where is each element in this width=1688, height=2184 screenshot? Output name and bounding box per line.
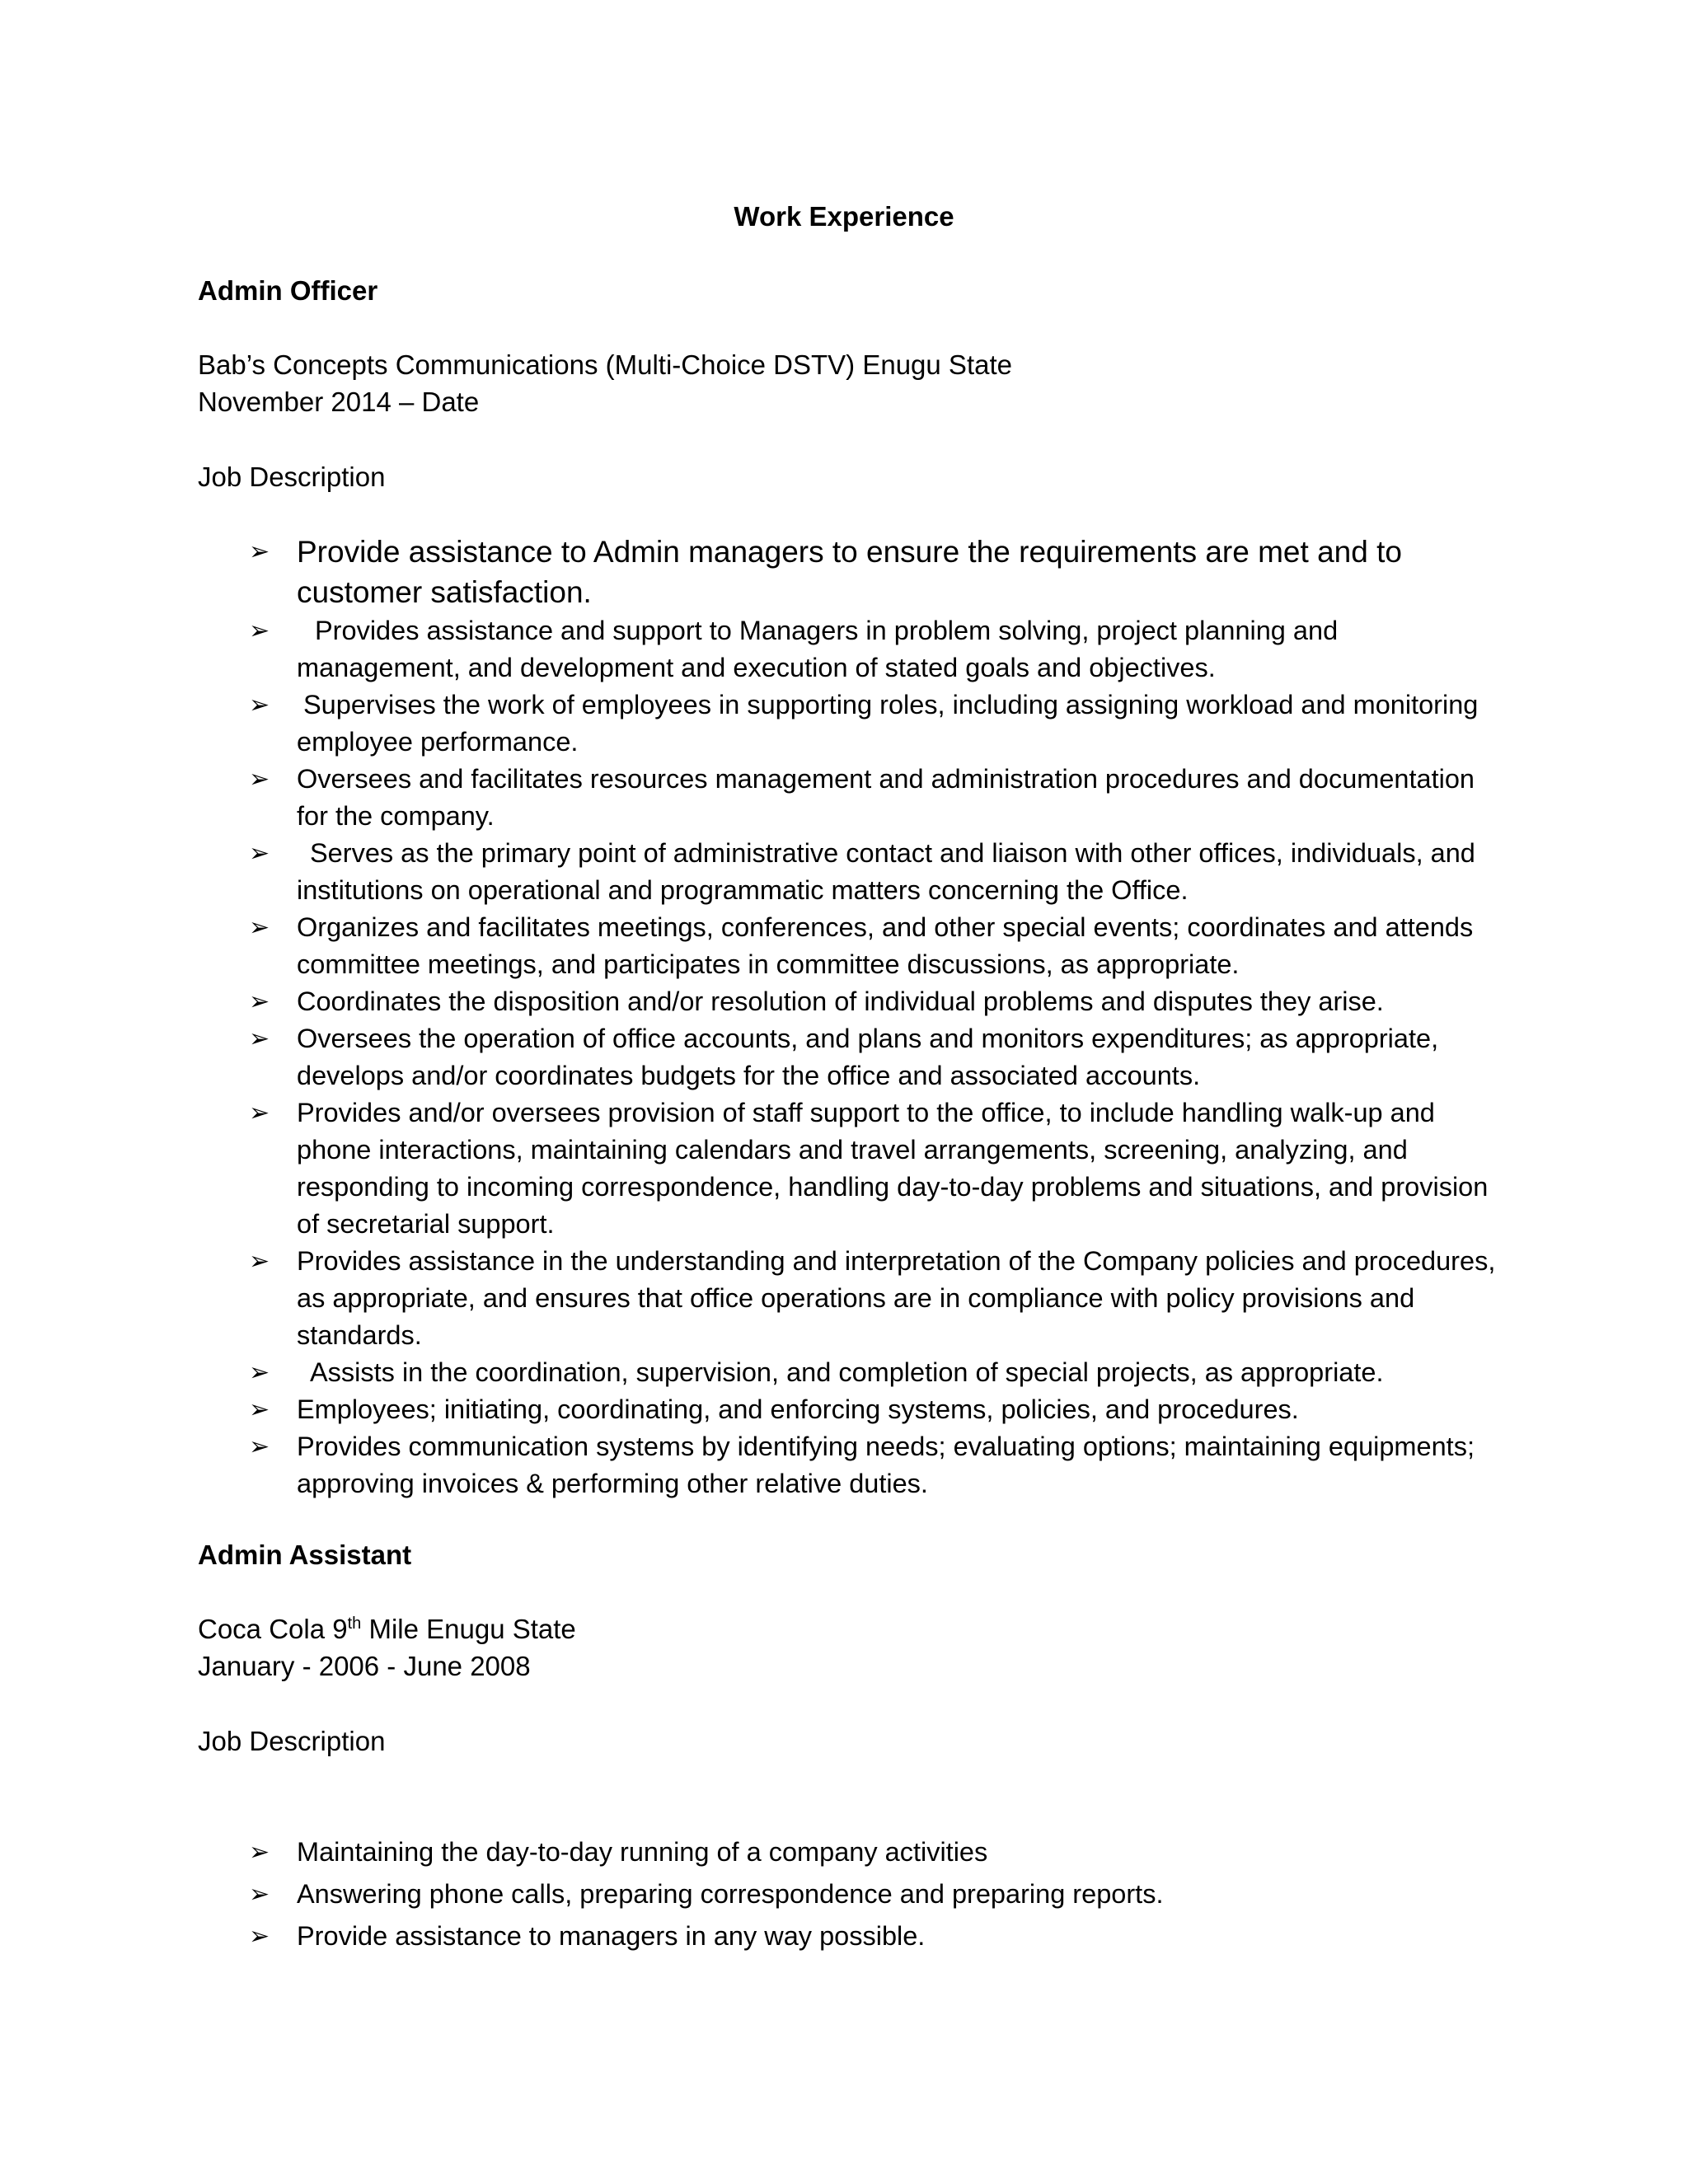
list-item: ➢ Assists in the coordination, supervision, and completion of special projects, as appropriate.	[198, 1354, 1500, 1391]
job-title: Admin Officer	[198, 275, 378, 306]
arrow-bullet-icon: ➢	[249, 617, 270, 644]
arrow-bullet-icon: ➢	[249, 1881, 270, 1908]
list-item: ➢ Employees; initiating, coordinating, and enforcing systems, policies, and procedures.	[198, 1391, 1500, 1428]
arrow-bullet-icon: ➢	[249, 1433, 270, 1460]
list-item: ➢ Maintaining the day-to-day running of a company activities	[198, 1834, 1500, 1871]
employment-dates: November 2014 – Date	[198, 387, 480, 417]
list-item: ➢ Provide assistance to managers in any way possible.	[198, 1918, 1500, 1955]
arrow-bullet-icon: ➢	[249, 1248, 270, 1275]
page-title: Work Experience	[734, 201, 954, 232]
arrow-bullet-icon: ➢	[249, 1359, 270, 1386]
list-item: ➢ Oversees and facilitates resources management and administration procedures and documentation for the company.	[198, 761, 1500, 835]
arrow-bullet-icon: ➢	[249, 914, 270, 941]
job-description-label: Job Description	[198, 462, 386, 492]
job-description-label: Job Description	[198, 1726, 386, 1756]
list-item: ➢ Answering phone calls, preparing correspondence and preparing reports.	[198, 1876, 1500, 1913]
company-name: Bab’s Concepts Communications (Multi-Choice DSTV) Enugu State	[198, 349, 1012, 380]
list-item: ➢ Provides communication systems by identifying needs; evaluating options; maintaining equipments; approving invoices & performing other relative duties.	[198, 1428, 1500, 1502]
arrow-bullet-icon: ➢	[249, 691, 270, 719]
job-description-list	[198, 1834, 1500, 1955]
job-section-admin-assistant	[198, 1536, 1500, 1960]
arrow-bullet-icon: ➢	[249, 1923, 270, 1950]
list-item: ➢ Provides and/or oversees provision of staff support to the office, to include handling walk-up and phone interactions, maintaining calendars and travel arrangements, screening, analyzing, and responding to incoming correspondence, handling day-to-day problems and situations, and provision of secretarial support.	[198, 1094, 1500, 1243]
arrow-bullet-icon: ➢	[249, 766, 270, 793]
arrow-bullet-icon: ➢	[249, 1839, 270, 1866]
list-item: ➢ Oversees the operation of office accounts, and plans and monitors expenditures; as appropriate, develops and/or coordinates budgets for the office and associated accounts.	[198, 1020, 1500, 1094]
employment-dates: January - 2006 - June 2008	[198, 1651, 531, 1681]
list-item: ➢ Provides assistance in the understanding and interpretation of the Company policies and procedures, as appropriate, and ensures that office operations are in compliance with policy provisions and standards.	[198, 1243, 1500, 1354]
list-item: ➢ Organizes and facilitates meetings, conferences, and other special events; coordinates and attends committee meetings, and participates in committee discussions, as appropriate.	[198, 909, 1500, 983]
list-item: ➢ Serves as the primary point of administrative contact and liaison with other offices, individuals, and institutions on operational and programmatic matters concerning the Office.	[198, 835, 1500, 909]
arrow-bullet-icon: ➢	[249, 538, 270, 565]
list-item: ➢ Coordinates the disposition and/or resolution of individual problems and disputes they arise.	[198, 983, 1500, 1020]
company-name: Coca Cola 9th Mile Enugu State	[198, 1614, 576, 1644]
list-item: ➢ Supervises the work of employees in supporting roles, including assigning workload and monitoring employee performance.	[198, 687, 1500, 761]
arrow-bullet-icon: ➢	[249, 1099, 270, 1127]
arrow-bullet-icon: ➢	[249, 1396, 270, 1423]
list-item: ➢ Provides assistance and support to Managers in problem solving, project planning and management, and development and execution of stated goals and objectives.	[198, 612, 1500, 687]
job-description-list	[198, 532, 1500, 1502]
job-section-admin-officer	[198, 272, 1500, 1502]
job-title: Admin Assistant	[198, 1540, 412, 1570]
arrow-bullet-icon: ➢	[249, 840, 270, 867]
arrow-bullet-icon: ➢	[249, 988, 270, 1015]
arrow-bullet-icon: ➢	[249, 1025, 270, 1052]
list-item: ➢ Provide assistance to Admin managers to ensure the requirements are met and to customer satisfaction.	[198, 532, 1500, 612]
